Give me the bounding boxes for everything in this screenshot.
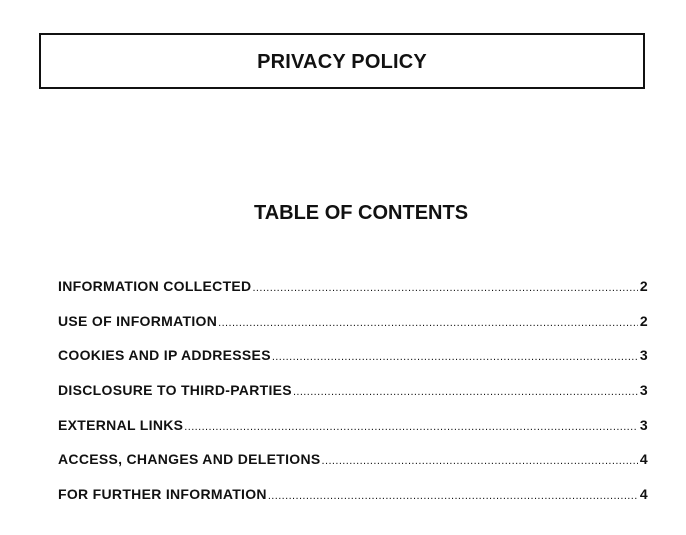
toc-entry-page-number: 4	[639, 451, 648, 468]
toc-entry-page-number: 3	[639, 382, 648, 399]
toc-entry-access-changes-and-deletions[interactable]	[58, 451, 648, 486]
toc-entry-for-further-information[interactable]	[58, 486, 648, 521]
toc-entry-label: ACCESS, CHANGES AND DELETIONS	[58, 451, 321, 468]
toc-entry-label: EXTERNAL LINKS	[58, 416, 184, 433]
toc-dot-leader	[218, 317, 638, 329]
toc-entry-external-links[interactable]	[58, 417, 648, 452]
toc-dot-leader	[184, 421, 638, 433]
toc-dot-leader	[268, 490, 638, 502]
toc-entry-disclosure-to-third-parties[interactable]	[58, 382, 648, 417]
toc-list	[58, 278, 648, 521]
document-title-box	[39, 33, 645, 89]
toc-entry-page-number: 4	[639, 486, 648, 503]
toc-entry-label: FOR FURTHER INFORMATION	[58, 486, 267, 503]
toc-entry-page-number: 2	[639, 312, 648, 329]
document-title: PRIVACY POLICY	[257, 50, 427, 73]
toc-entry-label: COOKIES AND IP ADDRESSES	[58, 347, 271, 364]
toc-entry-label: INFORMATION COLLECTED	[58, 278, 252, 294]
toc-heading: TABLE OF CONTENTS	[253, 202, 469, 224]
toc-entry-cookies-and-ip-addresses[interactable]	[58, 347, 648, 382]
toc-dot-leader	[293, 386, 638, 398]
toc-entry-label: DISCLOSURE TO THIRD-PARTIES	[58, 382, 292, 399]
toc-dot-leader	[272, 351, 638, 363]
toc-entry-page-number: 2	[639, 278, 648, 294]
toc-dot-leader	[252, 282, 637, 294]
toc-entry-page-number: 3	[639, 347, 648, 364]
toc-entry-information-collected[interactable]	[58, 278, 648, 313]
toc-entry-page-number: 3	[639, 416, 648, 433]
toc-dot-leader	[322, 455, 638, 467]
toc-entry-use-of-information[interactable]	[58, 313, 648, 348]
toc-entry-label: USE OF INFORMATION	[58, 312, 218, 329]
